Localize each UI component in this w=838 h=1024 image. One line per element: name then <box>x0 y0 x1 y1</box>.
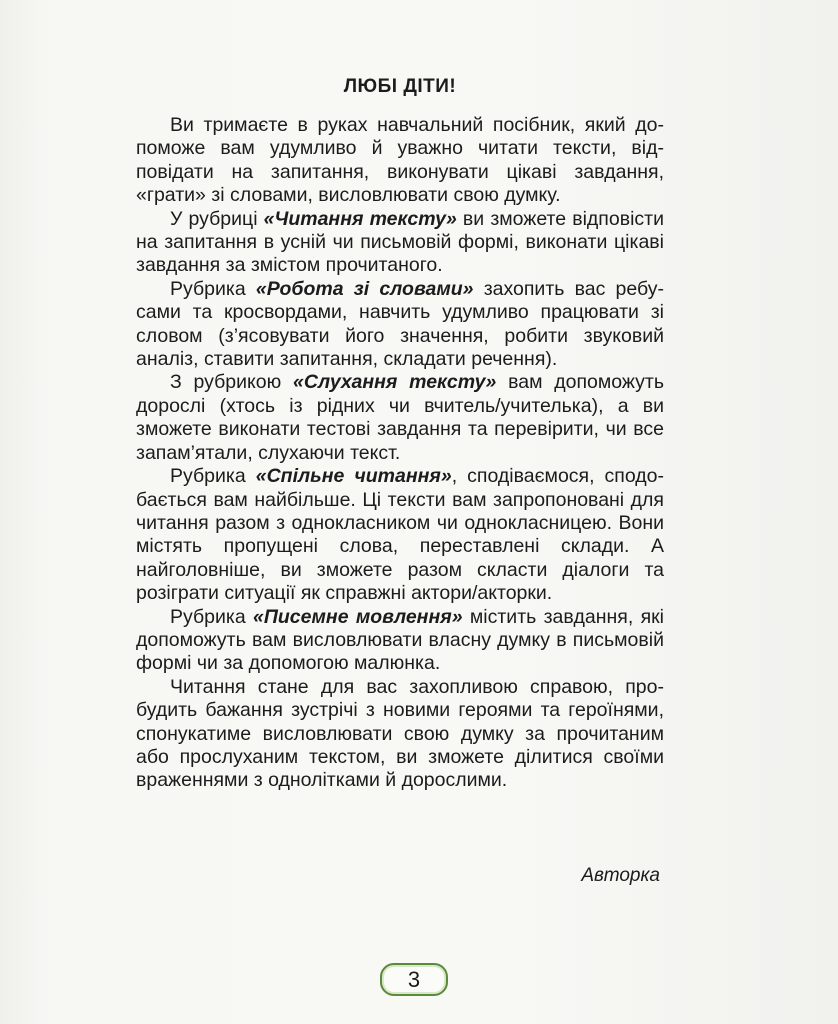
rubric-name: «Робота зі словами» <box>255 277 474 300</box>
paragraph-reading-rubric <box>136 208 664 278</box>
rubric-name: «Читання тексту» <box>263 207 457 230</box>
paragraph-listening-rubric <box>136 371 664 465</box>
paragraph-text: , сподіваємося, сподобається вам найбільше. Ці тексти вам запропоновані для читання разом з однокласником чи однокласницею. Вони містять пропущені слова, переставлені склади. А найголовніше, ви зможете разом скласти діалоги та розіграти ситуації як справжні актори/акторки. <box>136 465 665 605</box>
page-title: ЛЮБІ ДІТИ! <box>343 76 457 97</box>
paragraph-closing <box>136 676 664 793</box>
paragraph-text: захопить вас ребусами та кросвордами, навчить удумливо працювати зі словом (з’ясовувати його значення, робити звуковий аналіз, ставити запитання, складати речення). <box>136 277 665 371</box>
rubric-name: «Писемне мовлення» <box>253 605 463 628</box>
paragraph-text: Рубрика <box>170 277 256 300</box>
paragraph-text: Читання стане для вас захопливою справою, пробудить бажання зустрічі з новими героями та героїнями, спонукатиме висловлювати свою думку за прочитаним або прослуханим текстом, ви зможете ділитися своїми враженнями з однолітками й дорослими. <box>136 675 664 792</box>
paragraph-writing-rubric <box>136 606 664 676</box>
paragraph-text: У рубриці <box>170 207 264 230</box>
paragraph-text: Ви тримаєте в руках навчальний посібник, який допоможе вам удумливо й уважно читати тексти, відповідати на запитання, виконувати цікаві завдання, «грати» зі словами, висловлювати свою думку. <box>136 114 664 207</box>
paragraph-text: Рубрика <box>170 605 254 628</box>
paragraph-intro <box>136 114 664 208</box>
paragraph-text: вам допоможуть дорослі (хтось із рідних чи вчитель/учителька), а ви зможете виконати тестові завдання та перевірити, чи все запам’ятали, слухаючи текст. <box>136 371 664 464</box>
paragraph-text: Рубрика <box>170 465 256 488</box>
rubric-name: «Слухання тексту» <box>293 371 497 394</box>
text-block <box>136 72 664 793</box>
page-number: 3 <box>380 963 448 996</box>
author-signature: Авторка <box>581 865 660 886</box>
rubric-name: «Спільне читання» <box>255 465 452 488</box>
paragraph-text: містить завдання, які допоможуть вам висловлювати власну думку в письмовій формі чи за допомогою малюнка. <box>136 605 665 675</box>
paragraph-words-rubric <box>136 278 664 372</box>
paragraph-text: З рубрикою <box>170 371 294 394</box>
paragraph-joint-reading-rubric <box>136 465 664 605</box>
paragraph-text: ви зможете відповісти на запитання в усній чи письмовій формі, виконати цікаві завдання за змістом прочитаного. <box>136 207 664 277</box>
